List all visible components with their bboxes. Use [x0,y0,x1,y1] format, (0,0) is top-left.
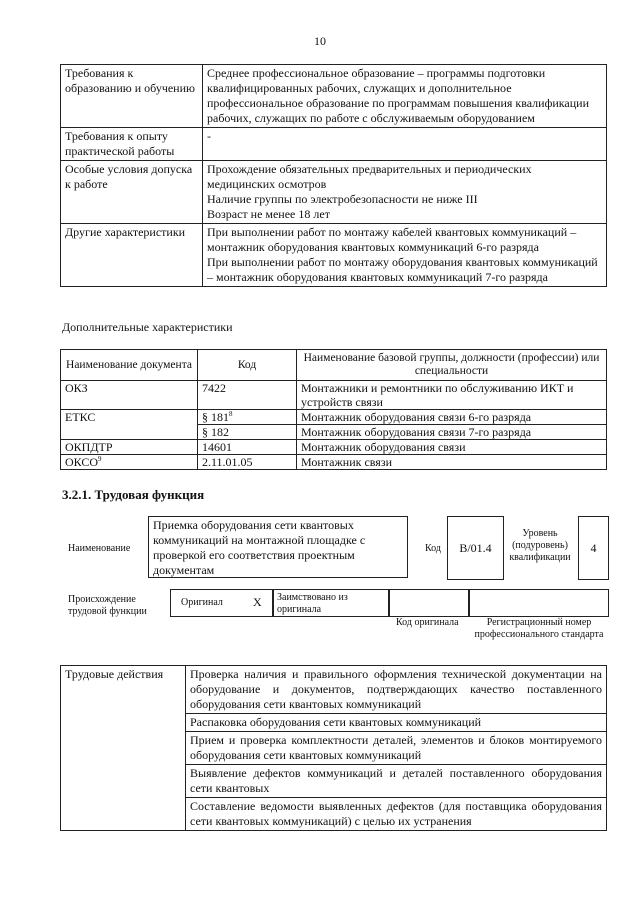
row-label: Особые условия допуска к работе [61,161,203,224]
header-row [61,350,607,381]
table-row [61,161,607,224]
action-item: Прием и проверка комплектности деталей, элементов и блоков монтируемого оборудования сети квантовых коммуникаций [186,732,607,765]
row-value: Прохождение обязательных предварительных и периодических медицинских осмотров Наличие группы по электробезопасности не ниже III Возраст не менее 18 лет [203,161,607,224]
borrowed-label: Заимствовано из оригинала [277,592,348,615]
code-cell: 7422 [198,381,297,410]
code-cell: 14601 [198,440,297,455]
action-item: Распаковка оборудования сети квантовых коммуникаций [186,714,607,732]
labor-actions-label: Трудовые действия [61,666,186,831]
code-original-box [388,589,470,617]
row-label: Требования к опыту практической работы [61,128,203,161]
original-box [170,589,274,617]
table-row [61,666,607,714]
row-label: Другие характеристики [61,224,203,287]
doc-cell: ОКПДТР [61,440,198,455]
original-mark: X [253,595,262,609]
level-value-box: 4 [578,516,609,580]
row-value: При выполнении работ по монтажу кабелей квантовых коммуникаций – монтажник оборудования квантовых коммуникаций 6-го разряда При выполнении работ по монтажу оборудования квантовых коммуникаций – монтажник оборудования квантовых коммуникаций 7-го разряда [203,224,607,287]
name-cell: Монтажник оборудования связи 6-го разряда [297,410,607,425]
function-name-box: Приемка оборудования сети квантовых коммуникаций на монтажной площадке с проверкой его соответствия проектным документам [148,516,408,578]
code-value-box: B/01.4 [447,516,504,580]
page-number: 10 [314,34,326,48]
additional-table [60,349,607,470]
table-row [61,224,607,287]
name-cell: Монтажники и ремонтники по обслуживанию ИКТ и устройств связи [297,381,607,410]
doc-cell: ЕТКС [61,410,198,440]
name-cell: Монтажник оборудования связи 7-го разряда [297,425,607,440]
origin-label: Происхождение трудовой функции [68,594,147,617]
labor-actions-table [60,665,607,831]
table-row [61,455,607,470]
borrowed-box [272,589,390,617]
requirements-table [60,64,607,287]
code-cell: 2.11.01.05 [198,455,297,470]
original-label: Оригинал [181,597,223,608]
table-row [61,381,607,410]
name-cell: Монтажник оборудования связи [297,440,607,455]
code-cell: § 182 [198,425,297,440]
row-value: Среднее профессиональное образование – программы подготовки квалифицированных рабочих, служащих и дополнительное профессиональное образование по программам повышения квалификации рабочих, служащих по работе с обслуживаемым оборудованием [203,65,607,128]
table-row [61,440,607,455]
code-cell: § $181^8$ [198,410,297,425]
table-row [61,128,607,161]
row-label: Требования к образованию и обучению [61,65,203,128]
action-item: Выявление дефектов коммуникаций и деталей поставленного оборудования сети квантовых [186,765,607,798]
table-row [61,65,607,128]
row-value: - [203,128,607,161]
additional-title: Дополнительные характеристики [62,320,233,334]
reg-number-label: Регистрационный номер профессионального стандарта [474,617,604,640]
doc-cell: ОКСО$^9$ [61,455,198,470]
code-label: Код [425,543,441,554]
action-item: Составление ведомости выявленных дефектов (для поставщика оборудования сети квантовых коммуникаций) с целью их устранения [186,798,607,831]
reg-number-box [468,589,609,617]
section-heading: 3.2.1. Трудовая функция [62,487,205,502]
footnote-mark: 9 [98,455,102,463]
header-code: Код [198,350,297,381]
header-name: Наименование базовой группы, должности (профессии) или специальности [297,350,607,381]
level-label: Уровень (подуровень) квалификации [509,528,571,563]
table-row [61,410,607,425]
name-label: Наименование [68,543,131,554]
name-cell: Монтажник связи [297,455,607,470]
footnote-mark: 8 [229,410,233,418]
code-original-label: Код оригинала [396,617,459,628]
header-doc: Наименование документа [61,350,198,381]
action-item: Проверка наличия и правильного оформления технической документации на оборудование и документов, подтверждающих качество поставленного оборудования сети квантовых коммуникаций [186,666,607,714]
doc-cell: ОКЗ [61,381,198,410]
